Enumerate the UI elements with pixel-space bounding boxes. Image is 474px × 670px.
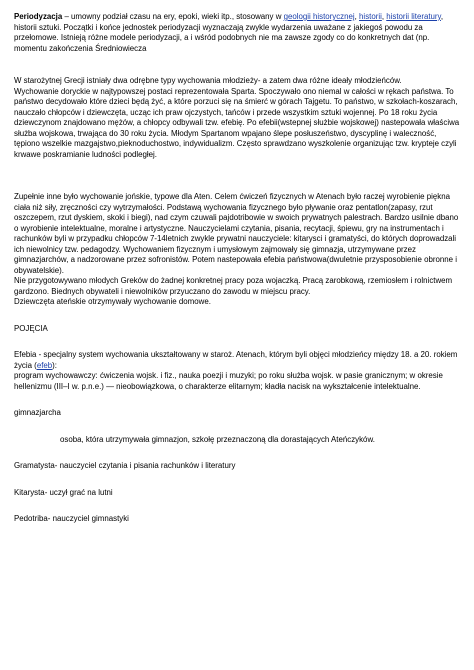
pedotriba-definition: Pedotriba- nauczyciel gimnastyki — [14, 514, 129, 523]
text-span: , — [354, 12, 360, 21]
ateny-paragraph: Zupełnie inne było wychowanie jońskie, typowe dla Aten. Celem ćwiczeń fizycznych w Atenach było raczej wyrobienie piękna ciała niż siły, zręczności czy wytrzymałości. Podstawą wychowania fizycznego było pływanie oraz pentatlon(zapasy, rzut oszczepem, rzut dyskiem, skoki i biegi), nad czym czuwali pajdotribowie w swoich prywatnych palestrach. Bardzo usilnie dbano o wyrobienie intelektualne, moralne i artystyczne. Nauczycielami czytania, pisania, recytacji, śpiewu, gry na instrumentach i rachunków byli w przypadku chłopców 7-14letnich zwykle prywatni nauczyciele: kitarysci i gramatyści, do których doprowadzali ich niewolnicy tzw. pedagodzy. Wychowaniem fizycznym i umysłowym zajmowały się gimnazja, utrzymywane przez gimnazjarchów, a nadzorowane przez sofronistów. Potem nastepowała efebia państwowa(dwuletnie przysposobienie obronne i obywatelskie). — [14, 192, 459, 275]
link-historia-literatury[interactable]: historii literatury — [386, 12, 441, 21]
sparta-paragraph: Wychowanie doryckie w najtypowszej postaci reprezentowała Sparta. Spoczywało ono niemal w całości w rękach państwa. To państwo decydowało które dzieci będą żyć, a które porzuci się na śmierć w górach Tajgetu. To państwo, w szkołach-koszarach, nauczało chłopców i dziewczęta, ucząc ich praw ojczystych, tańców i przede wszystkim sztuki wojennej. Po 18 roku życia dziewczynom znajdowano mężów, a chłopcy odbywali tzw. efebię. Po efebii(wstepnej służbie wojskowej) nastepowała właściwa służba wojskowa, trwająca do 30 roku życia. Młodym Spartanom wpajano ślepe posłuszeństwo, dyscyplinę i waleczność, tępiono wszelkie mazgajstwo,pieknoduchostwo, indywidualizm. Często sprawdzano wyszkolenie organizując tzw. krypteje czyli krwawe poskramianie ludności podległej. — [14, 86, 460, 159]
periodyzacja-paragraph — [14, 12, 460, 54]
link-historia[interactable]: historii — [359, 12, 382, 21]
efebia-program-paragraph: program wychowawczy: ćwiczenia wojsk. i fiz., nauka poezji i muzyki; po roku służba wojsk. w pasie granicznym; w okresie hellenizmu (III–I w. p.n.e.) — nieobowiązkowa, o charakterze elitarnym; kładła nacisk na wykształcenie intelektualne. — [14, 371, 443, 391]
praca-paragraph: Nie przygotowywano młodych Greków do żadnej konkretnej pracy poza wojaczką. Pracą zarobkową, rzemiosłem i rolnictwem gardzono. Biednych obywateli i niewolników przyuczano do zawodu w miejscu pracy. — [14, 276, 453, 296]
text-span: , historii sztuki. Początki i końce jednostek periodyzacji wyznaczają zwykle wydarzenia uważane z jakiegoś powodu za przełomowe. Istnieją różne modele periodyzacji, a i wśród podobnych nie ma zawsze zgody co do konkretnych dat (np. momentu zakończenia Średniowiecza — [14, 12, 444, 53]
text-span: Efebia - specjalny system wychowania ukształtowany w staroż. Atenach, którym byli objęci młodzieńcy między 18. a 20. rokiem życia ( — [14, 350, 458, 370]
gramatysta-definition: Gramatysta- nauczyciel czytania i pisania rachunków i literatury — [14, 461, 236, 470]
efebia-paragraph — [14, 350, 460, 371]
gimnazjarcha-definition: osoba, która utrzymywała gimnazjon, szkołę przeznaczoną dla dorastających Ateńczyków. — [60, 434, 375, 444]
text-span: – umowny podział czasu na ery, epoki, wieki itp., stosowany w — [62, 12, 284, 21]
periodyzacja-term: Periodyzacja — [14, 12, 63, 21]
grecja-intro-paragraph: W starożytnej Grecji istniały dwa odrębne typy wychowania młodzieży- a zatem dwa różne ideały młodzieńców. — [14, 76, 402, 85]
link-efeb[interactable]: efeb — [36, 360, 53, 370]
kitarysta-definition: Kitarysta- uczył grać na lutni — [14, 487, 113, 497]
text-span: , — [381, 12, 387, 21]
gimnazjarcha-term: gimnazjarcha — [14, 408, 61, 417]
link-geologia-historyczna[interactable]: geologii historycznej — [283, 12, 355, 21]
dziewczeta-paragraph: Dziewczęta ateńskie otrzymywały wychowanie domowe. — [14, 297, 211, 306]
pojecia-heading: POJĘCIA — [14, 323, 48, 333]
text-span: ): — [52, 360, 57, 370]
